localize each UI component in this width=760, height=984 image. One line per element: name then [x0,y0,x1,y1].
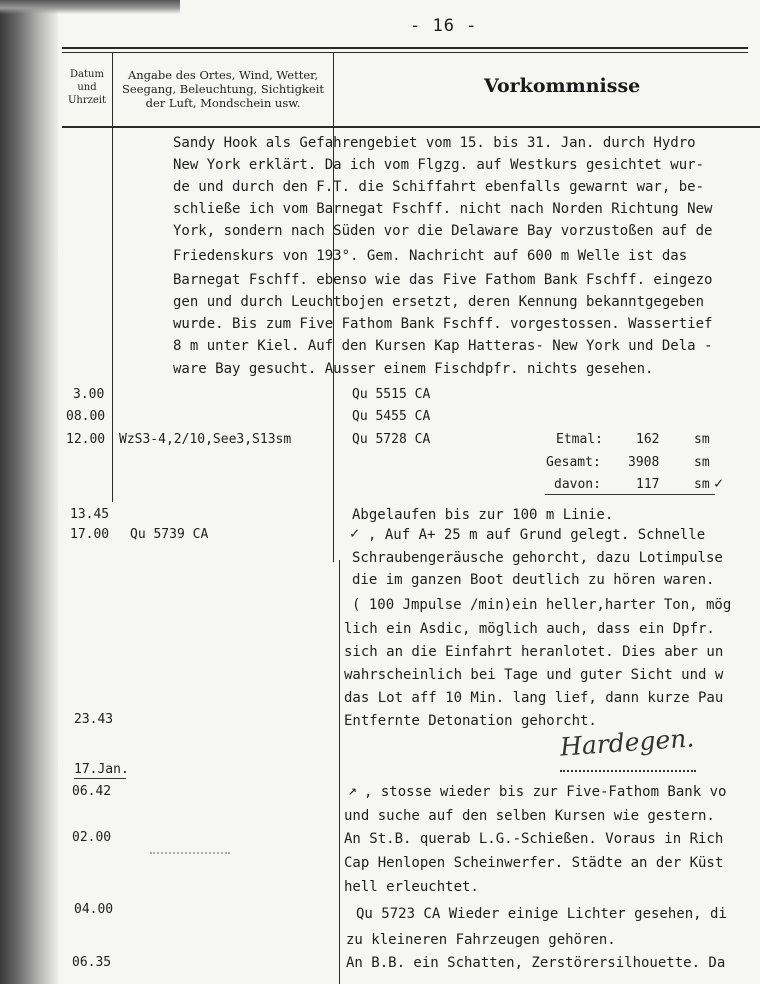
narrative-line: Friedenskurs von 193°. Gem. Nachricht auf 600 m Welle ist das [173,248,688,264]
narrative-line: Barnegat Fschff. ebenso wie das Five Fathom Bank Fschff. eingezo [173,272,713,288]
col-divider-1 [112,52,113,502]
time-entry: 08.00 [66,409,106,424]
davon-value: 117 [636,477,660,492]
entry-jan17-line: , stosse wieder bis zur Five-Fathom Bank vo [364,784,727,800]
narrative-line: ware Bay gesucht. Ausser einem Fischdpfr. nichts gesehen. [173,361,654,377]
narrative-line: wurde. Bis zum Five Fathom Bank Fschff. vorgestossen. Wassertief [173,316,713,332]
header-bottom-rule [62,126,760,128]
davon-unit: sm [694,477,710,492]
entry-1700-line: Entfernte Detonation gehorcht. [344,713,597,729]
position-entry: Qu 5515 CA [352,387,431,402]
check-mark: ✓ [350,524,360,542]
entry-1700-line: ( 100 Jmpulse /min)ein heller,harter Ton, mög [352,597,732,613]
distance-underline [545,494,715,495]
entry-1345: Abgelaufen bis zur 100 m Linie. [352,507,614,523]
narrative-line: 8 m unter Kiel. Auf den Kursen Kap Hatteras- New York und Dela - [173,338,713,354]
header-top-rule-2 [62,52,748,53]
gesamt-unit: sm [694,455,710,470]
etmal-label: Etmal: [556,432,603,447]
binding-shadow [0,0,58,984]
entry-jan17-line: und suche auf den selben Kursen wie gestern. [344,808,715,824]
time-entry: 06.42 [72,784,112,799]
time-entry: 04.00 [74,902,114,917]
position-entry: Qu 5728 CA [352,432,431,447]
etmal-value: 162 [636,432,660,447]
etmal-unit: sm [694,432,710,447]
entry-0635: An B.B. ein Schatten, Zerstörersilhouette. Da [346,955,726,971]
entry-1700-line: lich ein Asdic, möglich auch, dass ein Dpfr. [344,621,715,637]
narrative-line: Sandy Hook als Gefahrengebiet vom 15. bis 31. Jan. durch Hydro [173,135,696,151]
narrative-line: de und durch den F.T. die Schiffahrt ebenfalls gewarnt war, be- [173,179,705,195]
signature-dotted-line [560,770,696,772]
header-top-rule [62,47,748,49]
placeholder-dots [150,852,230,854]
arrow-mark: ↗ [348,781,358,799]
entry-1700-line: das Lot aff 10 Min. lang lief, dann kurze Pau [344,690,724,706]
narrative-line: New York erklärt. Da ich vom Flgzg. auf Westkurs gesichtet wur- [173,157,705,173]
check-mark: ✓ [714,474,724,492]
entry-1700-line: , Auf A+ 25 m auf Grund gelegt. Schnelle [368,527,706,543]
entry-jan17-line: An St.B. querab L.G.-Schießen. Voraus in Rich [344,831,724,847]
page-number: - 16 - [410,16,478,36]
header-datum: Datum und Uhrzeit [67,69,107,106]
narrative-line: schließe ich vom Barnegat Fschff. nicht nach Norden Richtung New [173,201,713,217]
header-vorkommnisse: Vorkommnisse [484,75,641,97]
entry-jan17-line: hell erleuchtet. [344,879,479,895]
entry-0400: Qu 5723 CA Wieder einige Lichter gesehen, di [356,906,727,922]
weather-entry: WzS3-4,2/10,See3,S13sm [119,432,292,447]
entry-1700-line: sich an die Einfahrt heranlotet. Dies aber un [344,644,724,660]
time-entry: 23.43 [74,712,114,727]
davon-label: davon: [554,477,601,492]
date-entry: 17.Jan. [74,762,129,777]
entry-0400-cont: zu kleineren Fahrzeugen gehören. [346,932,616,948]
time-entry: 02.00 [72,830,112,845]
entry-1700-line: Schraubengeräusche gehorcht, dazu Lotimpulse [352,550,723,566]
time-entry: 12.00 [66,432,106,447]
entry-1700-line: wahrscheinlich bei Tage und guter Sicht und w [344,667,724,683]
position-entry: Qu 5739 CA [130,527,209,542]
date-underline [74,778,126,779]
time-entry: 06.35 [72,955,112,970]
signature: Hardegen. [559,723,696,762]
time-entry: 17.00 [70,527,110,542]
top-edge-shadow [0,0,180,14]
entry-1700-line: die im ganzen Boot deutlich zu hören waren. [352,572,715,588]
narrative-line: gen und durch Leuchtbojen ersetzt, deren Kennung bekanntgegeben [173,294,705,310]
gesamt-value: 3908 [628,455,660,470]
position-entry: Qu 5455 CA [352,409,431,424]
col-divider-2-lower [339,560,340,984]
narrative-line: York, sondern nach Süden vor die Delaware Bay vorzustoßen auf de [173,223,713,239]
gesamt-label: Gesamt: [546,455,601,470]
time-entry: 3.00 [73,387,105,402]
time-entry: 13.45 [70,507,110,522]
entry-jan17-line: Cap Henlopen Scheinwerfer. Städte an der Küst [344,855,724,871]
header-angabe: Angabe des Ortes, Wind, Wetter, Seegang, Beleuchtung, Sichtigkeit der Luft, Mondschein usw. [121,68,325,110]
